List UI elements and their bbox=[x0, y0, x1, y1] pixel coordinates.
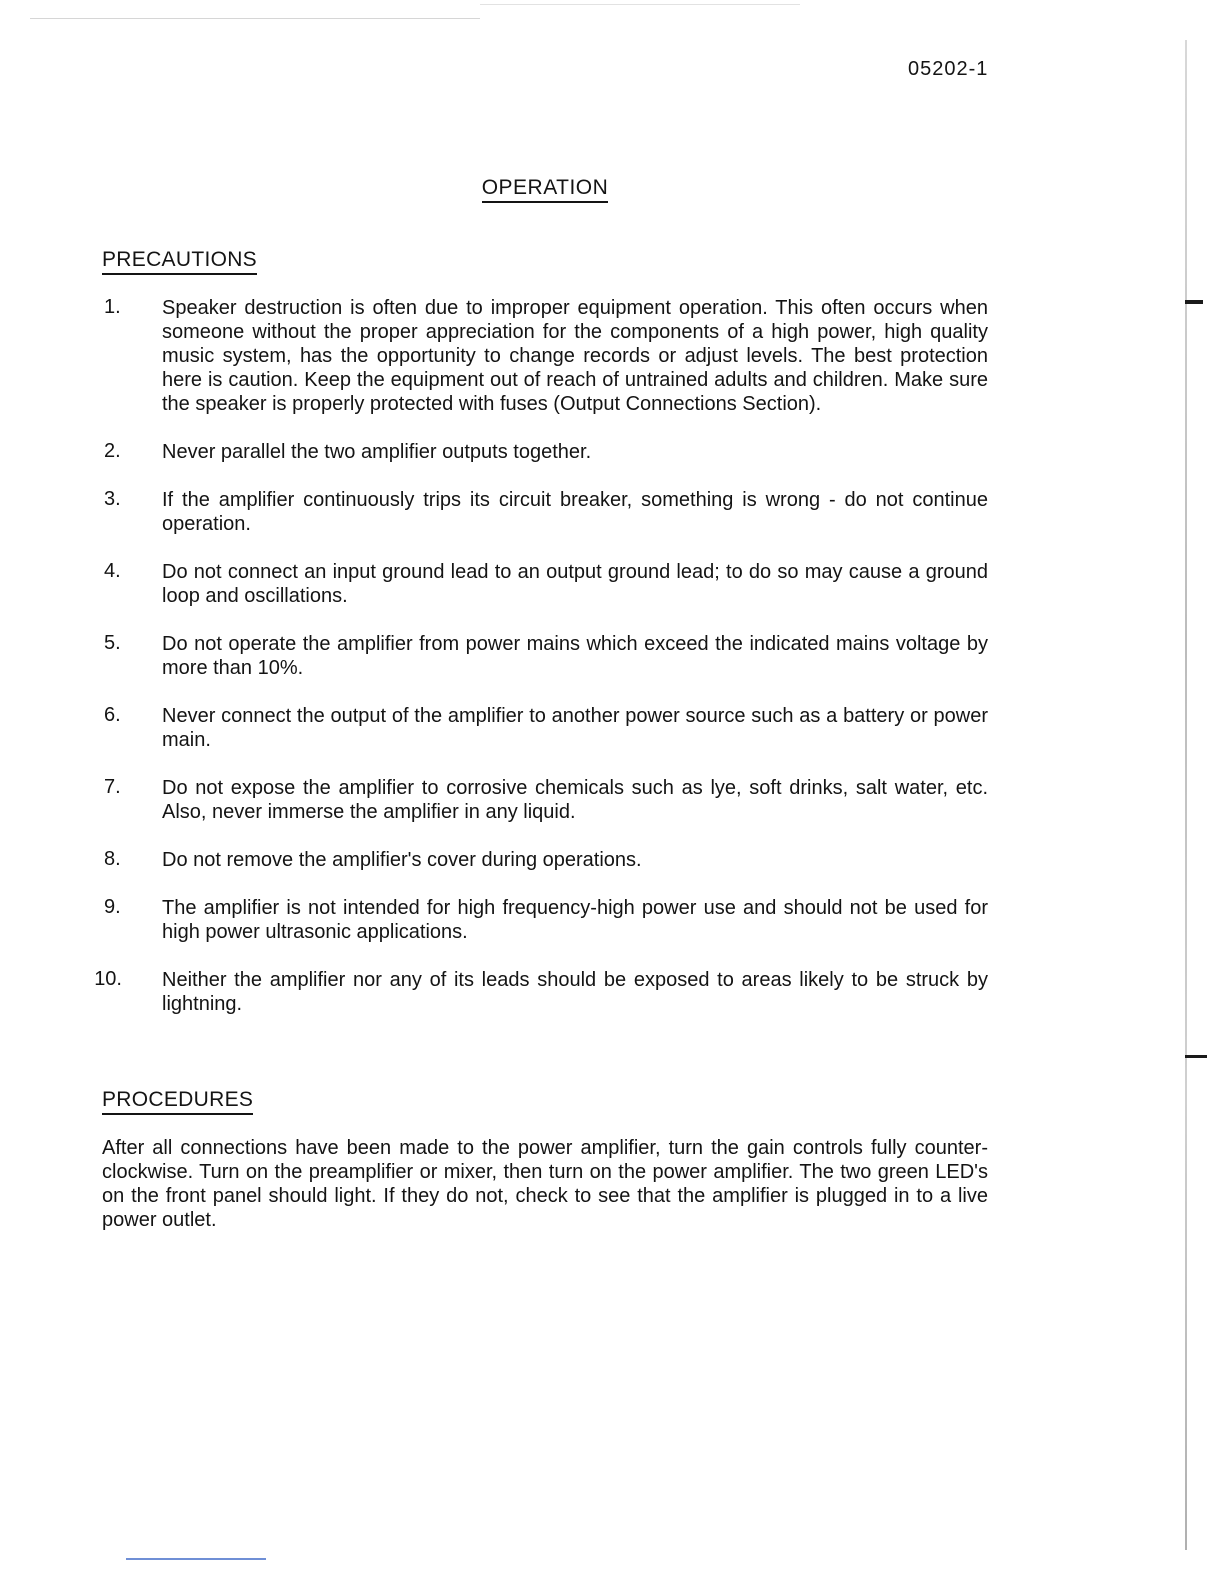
page-title bbox=[0, 176, 1090, 200]
list-item bbox=[0, 488, 1224, 536]
scan-artifact-top bbox=[30, 18, 480, 19]
document-number: 05202-1 bbox=[908, 58, 989, 80]
list-item bbox=[0, 848, 1224, 872]
list-item-number: 1. bbox=[104, 296, 121, 318]
list-item-number: 3. bbox=[104, 488, 121, 510]
list-item-text: If the amplifier continuously trips its circuit breaker, something is wrong - do not continue operation. bbox=[162, 489, 988, 535]
procedures-heading-text: PROCEDURES bbox=[102, 1088, 253, 1115]
list-item bbox=[0, 968, 1224, 1016]
page-title-text: OPERATION bbox=[482, 176, 609, 203]
list-item-text: Do not remove the amplifier's cover during operations. bbox=[162, 849, 642, 871]
list-item bbox=[0, 560, 1224, 608]
scan-artifact-bottom bbox=[126, 1558, 266, 1560]
list-item bbox=[0, 704, 1224, 752]
scan-artifact-tick-2 bbox=[1185, 1055, 1207, 1058]
scan-artifact-top-2 bbox=[480, 4, 800, 5]
list-item-number: 8. bbox=[104, 848, 121, 870]
list-item bbox=[0, 440, 1224, 464]
procedures-paragraph: After all connections have been made to the power amplifier, turn the gain controls fully counter-clockwise. Turn on the preamplifier or mixer, then turn on the power amplifier. The two green LED's on the front panel should light. If they do not, check to see that the amplifier is plugged in to a live power outlet. bbox=[102, 1137, 988, 1231]
list-item-number: 4. bbox=[104, 560, 121, 582]
list-item bbox=[0, 776, 1224, 824]
list-item-text: Never connect the output of the amplifier to another power source such as a battery or power main. bbox=[162, 705, 988, 751]
list-item-number: 5. bbox=[104, 632, 121, 654]
list-item-text: The amplifier is not intended for high frequency-high power use and should not be used for high power ultrasonic applications. bbox=[162, 897, 988, 943]
precautions-list bbox=[0, 296, 1224, 1040]
list-item-text: Never parallel the two amplifier outputs together. bbox=[162, 441, 592, 463]
list-item-text: Neither the amplifier nor any of its leads should be exposed to areas likely to be struck by lightning. bbox=[162, 969, 988, 1015]
list-item-number: 2. bbox=[104, 440, 121, 462]
list-item-text: Speaker destruction is often due to improper equipment operation. This often occurs when someone without the proper appreciation for the components of a high power, high quality music system, has the opportunity to change records or adjust levels. The best protection here is caution. Keep the equipment out of reach of untrained adults and children. Make sure the speaker is properly protected with fuses (Output Connections Section). bbox=[162, 297, 988, 415]
list-item-number: 10. bbox=[94, 968, 122, 990]
procedures-heading bbox=[102, 1088, 253, 1112]
precautions-heading bbox=[102, 248, 257, 272]
precautions-heading-text: PRECAUTIONS bbox=[102, 248, 257, 275]
list-item-text: Do not operate the amplifier from power mains which exceed the indicated mains voltage by more than 10%. bbox=[162, 633, 988, 679]
list-item bbox=[0, 896, 1224, 944]
list-item-number: 9. bbox=[104, 896, 121, 918]
list-item bbox=[0, 296, 1224, 416]
list-item bbox=[0, 632, 1224, 680]
list-item-number: 6. bbox=[104, 704, 121, 726]
list-item-text: Do not expose the amplifier to corrosive chemicals such as lye, soft drinks, salt water, etc. Also, never immerse the amplifier in any liquid. bbox=[162, 777, 988, 823]
list-item-text: Do not connect an input ground lead to an output ground lead; to do so may cause a ground loop and oscillations. bbox=[162, 561, 988, 607]
list-item-number: 7. bbox=[104, 776, 121, 798]
